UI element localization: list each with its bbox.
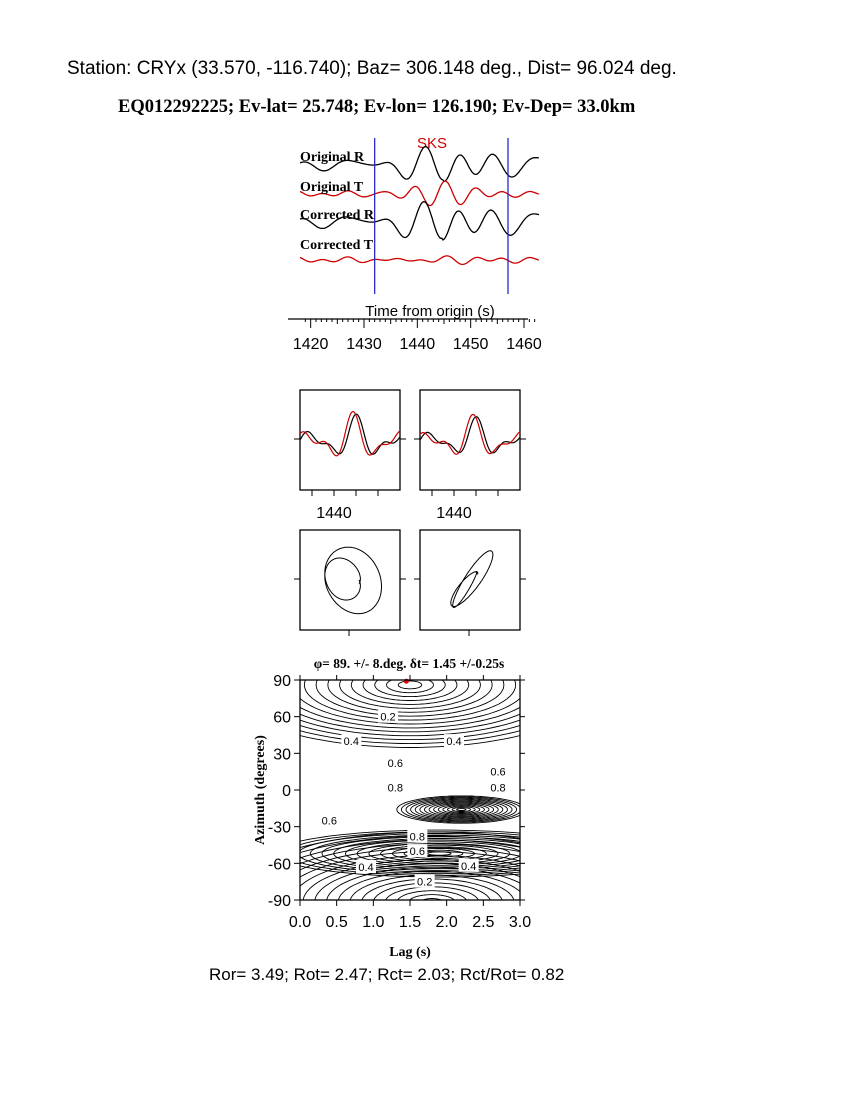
lag-tick-label: 3.0 xyxy=(508,914,532,931)
waveform-trace xyxy=(300,412,400,456)
trace-label: Corrected T xyxy=(300,238,373,253)
contour-label: 0.4 xyxy=(358,862,374,874)
phase-label: SKS xyxy=(416,135,448,152)
seismogram-trace xyxy=(300,256,539,265)
grid-ylabel: Azimuth (degrees) xyxy=(253,735,268,845)
station-title: Station: CRYx (33.570, -116.740); Baz= 306.148 deg., Dist= 96.024 deg. xyxy=(67,58,677,79)
particle-motion-panels xyxy=(294,530,526,636)
particle-motion-trace xyxy=(451,551,493,608)
event-title: EQ012292225; Ev-lat= 25.748; Ev-lon= 126.190; Ev-Dep= 33.0km xyxy=(118,97,636,117)
azimuth-tick-label: -30 xyxy=(267,819,291,837)
contour-line xyxy=(398,681,421,689)
time-axis-label: Time from origin (s) xyxy=(365,303,495,320)
lag-tick-label: 2.5 xyxy=(472,914,495,931)
contour-line xyxy=(409,895,456,911)
contour-line xyxy=(310,835,568,872)
energy-grid-panel xyxy=(221,622,643,973)
contour-line xyxy=(457,809,466,811)
azimuth-tick-label: -60 xyxy=(267,856,291,874)
contour-line xyxy=(428,852,452,855)
ratio-summary: Ror= 3.49; Rot= 2.47; Rct= 2.03; Rct/Rot= 0.82 xyxy=(209,965,565,984)
contour-label: 0.6 xyxy=(387,758,403,771)
contour-label: 0.4 xyxy=(461,860,477,873)
time-tick-label: 1460 xyxy=(506,336,542,353)
particle-motion-trace xyxy=(325,547,382,614)
time-tick-label: 1450 xyxy=(452,336,489,353)
contour-line xyxy=(351,665,468,704)
trace-label: Original R xyxy=(300,150,365,165)
azimuth-tick-label: -90 xyxy=(267,893,291,910)
contour-line xyxy=(268,848,597,958)
azimuth-tick-label: 90 xyxy=(273,673,291,690)
contour-label: 0.8 xyxy=(387,782,403,795)
contour-label: 0.2 xyxy=(380,711,396,724)
time-tick-label: 1430 xyxy=(346,336,382,353)
contour-label: 0.4 xyxy=(446,736,462,749)
lag-tick-label: 0.5 xyxy=(325,914,348,931)
particle-motion-frame xyxy=(300,530,400,630)
contour-line xyxy=(246,630,575,740)
contour-label: 0.2 xyxy=(417,876,433,889)
contour-label: 0.8 xyxy=(409,831,425,844)
lag-tick-label: 1.0 xyxy=(362,914,385,931)
contour-label: 0.6 xyxy=(409,846,425,859)
seismogram-panel xyxy=(288,135,542,353)
trace-label: Corrected R xyxy=(300,208,374,223)
contour-label: 0.8 xyxy=(490,782,506,795)
lag-tick-label: 1.5 xyxy=(398,914,422,931)
waveform-tick-label: 1440 xyxy=(436,505,472,522)
contour-line xyxy=(269,638,551,732)
waveform-trace xyxy=(420,414,520,454)
contour-label: 0.6 xyxy=(321,815,337,828)
azimuth-tick-label: 30 xyxy=(273,746,291,764)
grid-xlabel: Lag (s) xyxy=(389,945,431,960)
waveform-panel-frame xyxy=(420,390,520,490)
contour-label: 0.4 xyxy=(343,736,359,749)
grid-title: φ= 89. +/- 8.deg. δt= 1.45 +/-0.25s xyxy=(313,656,505,671)
azimuth-tick-label: 60 xyxy=(273,709,291,727)
time-tick-label: 1440 xyxy=(399,336,436,353)
azimuth-tick-label: 0 xyxy=(282,783,291,800)
time-tick-label: 1420 xyxy=(292,336,329,353)
contour-line xyxy=(281,642,539,728)
lag-tick-label: 0.0 xyxy=(288,914,312,931)
waveform-panel-frame xyxy=(300,390,400,490)
waveform-comparison-panels xyxy=(294,390,526,522)
waveform-tick-label: 1440 xyxy=(316,505,352,522)
contour-label: 0.6 xyxy=(490,766,506,779)
waveform-trace xyxy=(300,414,400,454)
contour-line xyxy=(363,669,457,700)
waveform-trace xyxy=(420,417,520,453)
lag-tick-label: 2.0 xyxy=(435,914,458,931)
trace-label: Original T xyxy=(300,180,364,195)
particle-motion-frame xyxy=(420,530,520,630)
